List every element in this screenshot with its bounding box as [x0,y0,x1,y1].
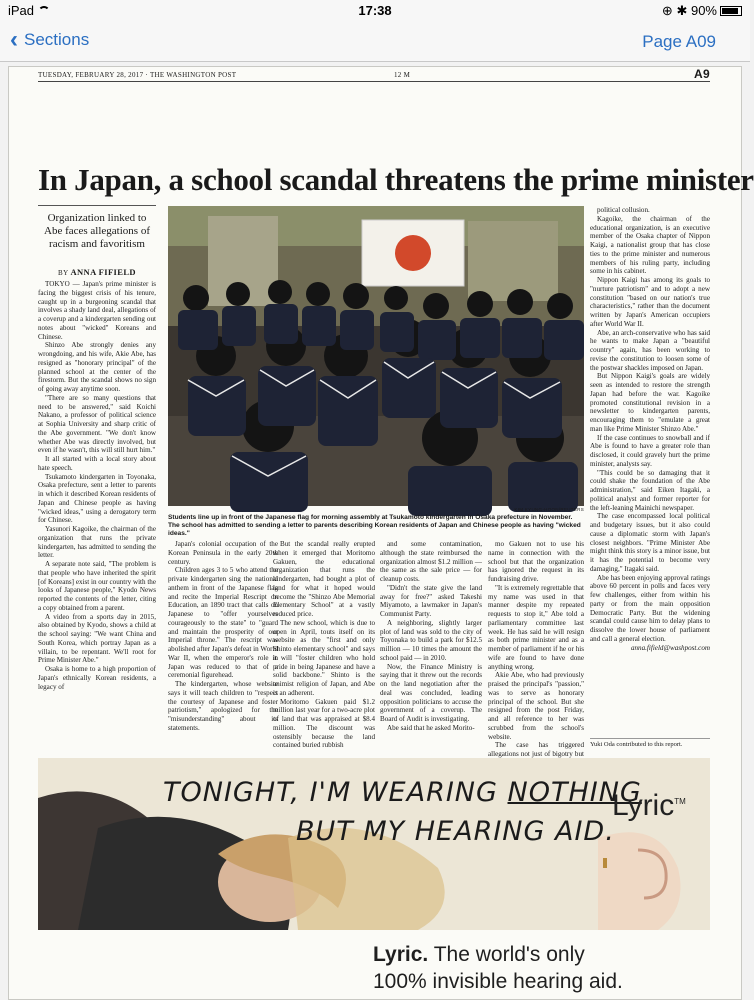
battery-percent: 90% [690,3,717,18]
ad-tag-brand: Lyric. [373,943,429,966]
article-paragraph: If the case continues to snowball and if Abe is found to have a greater role than disclosed, it could gravely hurt the prime minister, analysts say. [590,433,710,468]
ad-tagline [373,941,623,995]
article-paragraph: Yasunori Kagoike, the chairman of the organization that runs the private kindergarten, has admitted to sending the letter. [38,525,156,560]
article-paragraph: A video from a sports day in 2015, also obtained by Kyodo, shows a child at the school saying: "We want China and South Korea, which portray Japan as a villain, to be repentant. We'll root for Prime Minister Abe." [38,612,156,665]
device-label: iPad [8,3,50,18]
article-paragraph: Nippon Kaigi has among its goals to "nurture patriotism" and to adopt a new constitution "based on our nation's true characteristics," rather than the document written by Japan's American occupiers after World War II. [590,276,710,328]
article-paragraph: TOKYO — Japan's prime minister is facing the biggest crisis of his tenure, caught up in a burgeoning scandal that involves a shady land deal, allegations of a coverup and a kindergarten sending out notes about "wicked" Koreans and Chinese. [38,280,156,341]
bluetooth-icon: ✱ [676,3,688,18]
article-paragraph: "Didn't the state give the land away for free?" asked Takeshi Miyamoto, a lawmaker in Japan's Communist Party. [380,583,482,618]
page-indicator: Page A09 [642,32,716,51]
article-column-5 [488,540,584,758]
article-deck: Organization linked to Abe faces allegations of racism and favoritism [38,205,156,251]
article-paragraph: It all started with a local story about hate speech. [38,455,156,472]
article-column-4 [380,540,482,732]
folio-date: TUESDAY, FEBRUARY 28, 2017 · THE WASHINGTON POST [38,71,237,79]
chevron-left-icon: ‹ [10,26,18,53]
article-paragraph: "There are so many questions that need to be answered," said Koichi Nakano, a professor of political science at Sophia University and sharp critic of the Abe government. "We don't know whether Abe was directly involved, but even if he wasn't, this will still hurt him." [38,393,156,455]
article-paragraph: "This could be so damaging that it could shake the foundation of the Abe administration," said Eiken Itagaki, a political analyst and former reporter for the left-leaning Mainichi newspaper. [590,468,710,512]
ad-headline-emphasis: NOTHING [507,777,642,808]
sections-label: Sections [24,30,90,49]
clock: 17:38 [358,3,392,18]
article-paragraph: The case has triggered allegations not just of bigotry but [488,741,584,758]
article-column-1 [38,280,156,725]
article-paragraph: A separate note said, "The problem is that people who have inherited the spirit [of Koreans] exist in our country with the looks of Japanese people," Kyodo News reported the contents of the letter, citing a copy obtained from a parent. [38,560,157,612]
kindergarten-assembly-photo [168,206,584,506]
author-email: anna.fifield@washpost.com [630,643,710,652]
folio-edition: 12 M [394,71,411,79]
article-paragraph: The new school, which is due to open in April, touts itself on its website as the "first and only Shinto elementary school" and says it will "foster children who hold pride in being Japanese and have a solid backbone." Shinto is the animist religion of Japan, and Abe is an adherent. [273,618,375,697]
article-paragraph: Abe said that he asked Morito- [387,723,475,732]
lyric-logo-text: Lyric [612,789,675,822]
article-paragraph: Abe has been enjoying approval ratings above 60 percent in polls and faces very few challenges, either from within his party or from the main opposition Democratic Party. But the widening scandal could cause him to delay plans to dissolve the lower house of parliament and call a general election. [590,573,710,643]
article-paragraph: The kindergarten, whose website says it will teach children to "respect the courtesy of Japanese and foster patriotism," apologized for the "misunderstanding" about its statements. [168,680,278,732]
ad-tag-line1: The world's only [428,943,585,966]
page-folio [38,67,710,82]
byline-author: ANNA FIFIELD [70,267,136,277]
article-paragraph: Akie Abe, who had previously praised the principal's "passion," was to serve as honorary principal of the school. But she resigned from the post Friday, and all reference to her was scrubbed from the school's website. [488,671,584,741]
article-paragraph: Osaka is home to a high proportion of Japan's ethnically Korean residents, a legacy of [38,665,156,691]
ad-headline-part1: TONIGHT, I'M WEARING [163,777,508,808]
article-paragraph: The case encompassed local political and budgetary issues, but it also could cause a diplomatic storm with Japan's closest neighbors. "Prime Minister Abe might think this story is a minor issue, but it has the potential to become very damaging," Itagaki said. [590,512,710,573]
article-paragraph: Kagoike, the chairman of the educational organization, is an executive member of the Osaka chapter of Nippon Kaigi, a nationalist group that has close ties to the prime minister and numerous members of his ruling party, including some in his cabinet. [590,214,710,276]
article-paragraph: Moritomo Gakuen paid $1.2 million last year for a two-acre plot of land that was appraised at $8.4 million. The discount was ostensibly because the land contained buried rubbish [273,697,375,750]
orientation-lock-icon: ⊕ [661,3,673,18]
article-paragraph: Abe, an arch-conservative who has said he wants to make Japan a "beautiful country" again, has been working to revise the constitution to loosen some of the postwar shackles imposed on Japan. [590,328,710,372]
article-headline: In Japan, a school scandal threatens the prime minister [38,162,754,197]
ad-tag-line2: 100% invisible hearing aid. [373,970,623,993]
article-column-2 [168,540,278,732]
battery-icon [720,6,742,16]
article-paragraph: Children ages 3 to 5 who attend the private kindergarten sing the national anthem in front of the Japanese flag and recite the Imperial Rescript on Education, an 1890 tract that calls on Japanese to "offer yourselves courageously to the state" to "guard and maintain the prosperity of our Imperial throne." The rescript was abolished after Japan's defeat in World War II, when the emperor's role in Japan was reduced to that of a ceremonial figurehead. [168,566,278,680]
byline [38,267,156,277]
article-paragraph: Japan's colonial occupation of the Korean Peninsula in the early 20th century. [168,540,278,566]
article-column-6 [590,206,710,720]
ad-headline-line2: BUT MY HEARING AID. [296,816,615,847]
article-paragraph: But Nippon Kaigi's goals are widely seen as intended to restore the strength Japan had before the war. Kagoike promoted constitutional revision in a newsletter to kindergarten parents, encouraging them to "emulate a great man like Prime Minister Shinzo Abe." [590,372,710,433]
article-paragraph: "It is extremely regrettable that my name was used in that manner despite my repeated requests to stop it," Abe told a parliamentary committee last week. He has said he will resign as both prime minister and as a member of parliament if he or his wife are found to have done anything wrong. [488,583,584,671]
trademark-mark: TM [674,797,686,806]
article-paragraph: Now, the Finance Ministry is saying that it threw out the records on the land negotiation after the deal was concluded, leading opposition politicians to accuse the government of a coverup. The Board of Audit is investigating. [380,662,482,723]
lyric-logo [612,789,686,823]
article-paragraph: political collusion. [597,206,650,214]
battery-status [662,3,742,19]
article-paragraph: Tsukamoto kindergarten in Toyonaka, Osaka prefecture, sent a letter to parents in which it described Korean residents of Japan and Chinese people as having "wicked ideas," using a derogatory term for Chinese. [38,472,156,525]
status-bar [0,0,750,22]
article-paragraph: mo Gakuen not to use his name in connection with the school but that the organization has ignored the request in its fundraising drive. [488,540,584,583]
photo-credit: KIM KYUNG-HOON/REUTERS [514,507,584,512]
article-paragraph: A neighboring, slightly larger plot of land was sold to the city of Toyonaka to build a park for $12.5 million — 10 times the amount the school paid — in 2010. [380,618,482,662]
contributor-note: Yuki Oda contributed to this report. [590,738,710,748]
navigation-bar [0,22,750,62]
article-column-6-body [590,206,710,644]
photo-caption: Students line up in front of the Japanese flag for morning assembly at Tsukamoto kindergarten in Osaka prefecture in November. The school has admitted to sending a letter to parents describing Korean residents of Japan and Chinese people as having "wicked ideas." [168,514,581,538]
ad-headline-line1 [163,777,642,808]
folio-page-number: A9 [694,67,710,81]
article-paragraph: Shinzo Abe strongly denies any wrongdoing, and his wife, Akie Abe, has resigned as "honorary principal" of the planned school at the center of the firestorm. But the scandal shows no sign of going away anytime soon. [38,341,156,393]
article-paragraph: and some contamination, although the state reimbursed the organization almost $1.2 million — the same as the sale price — for cleanup costs. [380,540,482,583]
photo-illustration [168,206,584,506]
byline-prefix: BY [58,269,69,277]
article-column-3 [273,540,375,750]
sections-back-button[interactable] [10,26,90,53]
article-paragraph: But the scandal really erupted when it emerged that Moritomo Gakuen, the educational organization that runs the kindergarten, had bought a plot of land for what it hoped would become the "Shinzo Abe Memorial Elementary School" at a vastly reduced price. [273,540,375,618]
